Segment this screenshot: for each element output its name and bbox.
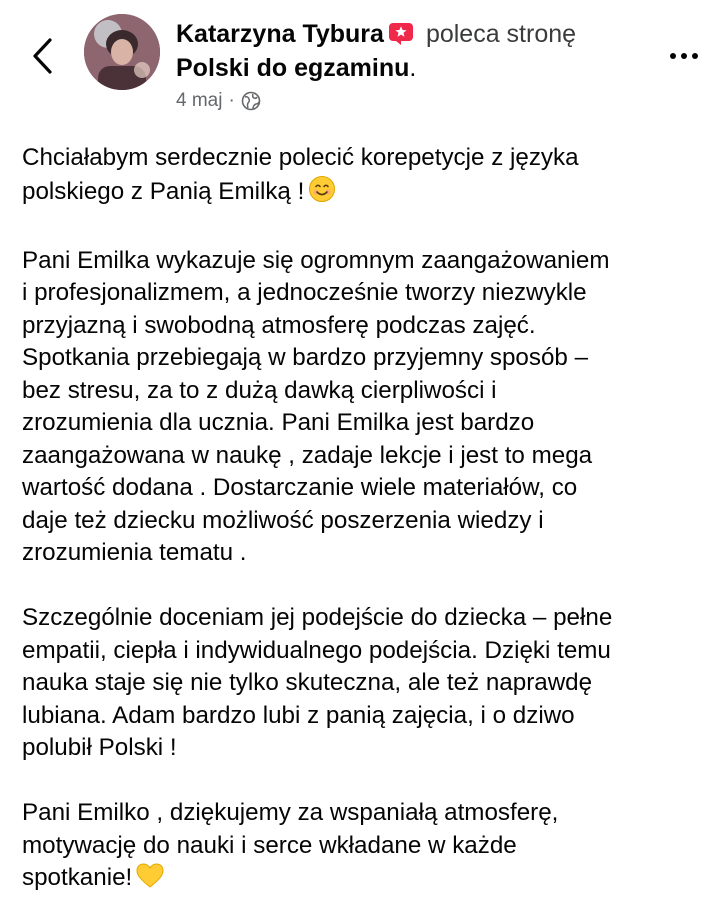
post-line: zrozumienia dla ucznia. Pani Emilka jest bardzo [22, 409, 535, 436]
post-line: zrozumienia tematu . [22, 539, 247, 566]
author-name[interactable]: Katarzyna Tybura [176, 20, 384, 48]
post-line: empatii, ciepła i indywidualnego podejścia. Dzięki temu [22, 636, 611, 664]
back-button[interactable] [22, 32, 62, 80]
post-line-text: spotkanie! [22, 864, 133, 891]
post-line: lubiana. Adam bardzo lubi z panią zajęcia, i o dziwo [22, 701, 575, 729]
post-line: wartość dodana . Dostarczanie wiele materiałów, co [22, 474, 578, 501]
more-dots-icon [681, 53, 687, 59]
post-meta [176, 88, 261, 114]
more-options-button[interactable] [664, 44, 704, 68]
post-line: Pani Emilko , dziękujemy za wspaniałą atmosferę, [22, 799, 559, 826]
post-line-with-emoji [22, 862, 712, 899]
page-name-link[interactable]: Polski do egzaminu [176, 54, 410, 82]
recommendation-star-icon [388, 22, 414, 46]
globe-icon [241, 91, 261, 111]
more-dots-icon [692, 53, 698, 59]
smiling-face-emoji [308, 175, 336, 213]
post-line-with-emoji [22, 175, 712, 213]
yellow-heart-emoji [136, 863, 164, 899]
post-body [22, 142, 712, 899]
avatar[interactable] [84, 14, 160, 90]
post-line: Szczególnie doceniam jej podejście do dziecka – pełne [22, 604, 613, 631]
post-line: polubił Polski ! [22, 734, 177, 761]
chevron-left-icon [31, 37, 53, 75]
post-line: Spotkania przebiegają w bardzo przyjemny sposób – [22, 344, 589, 371]
post-line: i profesjonalizmem, a jednocześnie tworzy niezwykle [22, 279, 587, 306]
post-line-text: polskiego z Panią Emilką ! [22, 177, 305, 205]
post-date[interactable]: 4 maj [176, 90, 223, 111]
meta-separator: · [228, 90, 235, 111]
post-line: Chciałabym serdecznie polecić korepetycje z języka [22, 144, 579, 171]
action-text: poleca stronę [425, 20, 577, 48]
page-suffix: . [409, 54, 417, 82]
post-line: motywację do nauki i serce wkładane w każde [22, 831, 517, 859]
post-line: przyjazną i swobodną atmosferę podczas zajęć. [22, 311, 536, 339]
post-line: zaangażowana w naukę , zadaje lekcje i jest to mega [22, 441, 593, 469]
avatar-photo [84, 14, 160, 90]
post-line: Pani Emilka wykazuje się ogromnym zaangażowaniem [22, 246, 610, 274]
page-line [176, 52, 416, 84]
post-line: nauka staje się nie tylko skuteczna, ale też naprawdę [22, 669, 593, 696]
more-dots-icon [670, 53, 676, 59]
post-line: bez stresu, za to z dużą dawką cierpliwości i [22, 376, 497, 404]
author-line [176, 18, 576, 50]
post-line: daje też dziecku możliwość poszerzenia wiedzy i [22, 506, 544, 534]
